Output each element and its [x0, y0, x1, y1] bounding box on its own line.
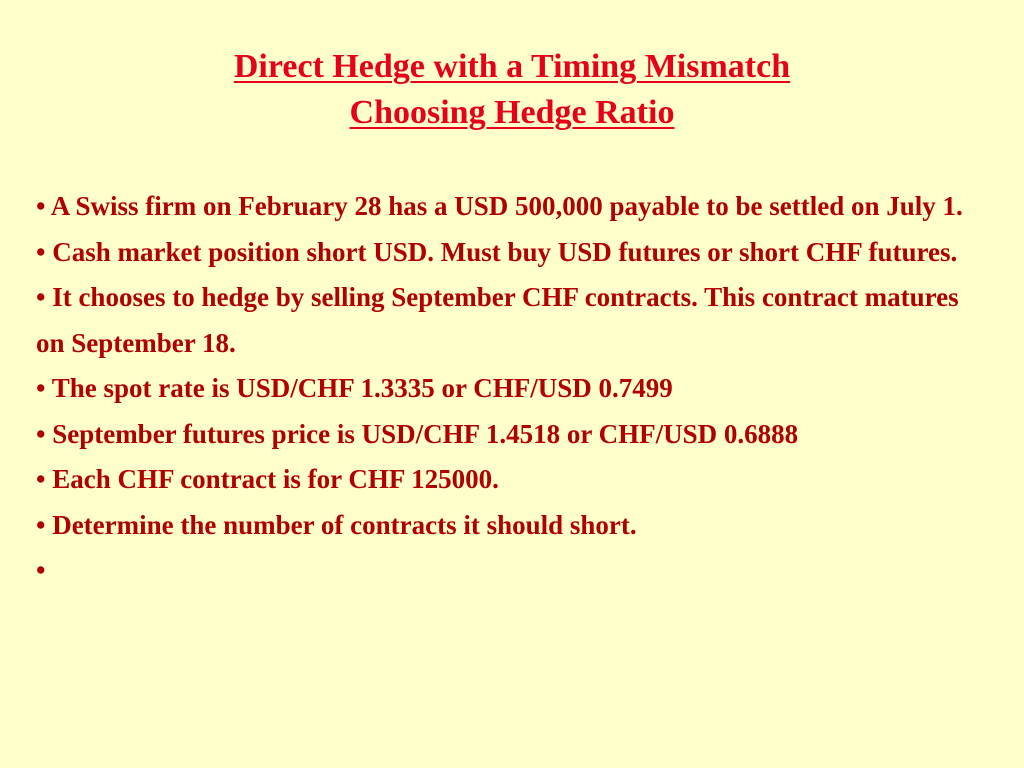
bullet-marker: •	[36, 191, 46, 221]
bullet-text: Cash market position short USD. Must buy USD futures or short CHF futures.	[52, 236, 958, 267]
bullet-marker: •	[36, 464, 46, 494]
title-line-2: Choosing Hedge Ratio	[349, 94, 675, 131]
bullet-item	[36, 503, 986, 549]
bullet-marker: •	[36, 282, 46, 312]
bullet-text: A Swiss firm on February 28 has a USD 500,000 payable to be settled on July 1.	[50, 191, 963, 221]
bullet-item	[36, 275, 986, 366]
bullet-item	[36, 457, 986, 503]
bullet-marker: •	[36, 373, 46, 403]
bullet-marker: •	[36, 555, 46, 585]
title-line-1: Direct Hedge with a Timing Mismatch	[233, 48, 791, 85]
bullet-item	[36, 184, 986, 230]
bullet-item	[36, 366, 986, 412]
bullet-marker: •	[36, 509, 46, 540]
bullet-text: It chooses to hedge by selling September CHF contracts. This contract matures on September 18.	[36, 282, 959, 358]
bullet-item	[36, 412, 986, 458]
bullet-item-empty	[36, 548, 986, 594]
bullet-text: The spot rate is USD/CHF 1.3335 or CHF/USD 0.7499	[51, 373, 673, 403]
bullet-text: September futures price is USD/CHF 1.4518 or CHF/USD 0.6888	[52, 418, 799, 449]
bullet-text: Determine the number of contracts it should short.	[52, 509, 637, 540]
bullet-marker: •	[36, 418, 46, 449]
slide-title	[0, 44, 1024, 136]
bullet-marker: •	[36, 236, 46, 267]
bullet-list	[36, 184, 986, 594]
bullet-item	[36, 230, 986, 276]
bullet-text: Each CHF contract is for CHF 125000.	[52, 464, 499, 494]
